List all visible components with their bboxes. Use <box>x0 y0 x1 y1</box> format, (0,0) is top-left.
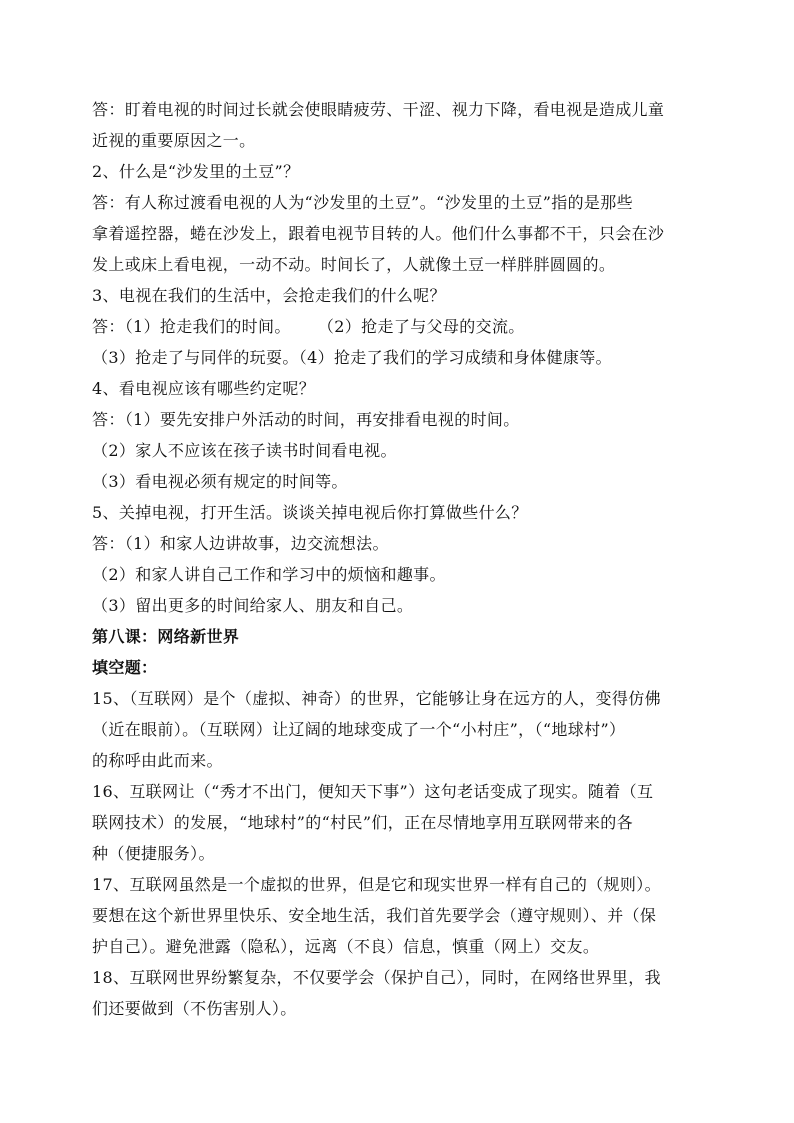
answer-line: 拿着遥控器，蜷在沙发上，跟着电视节目转的人。他们什么事都不干，只会在沙 <box>92 224 665 243</box>
answer-line: 发上或床上看电视，一动不动。时间长了，人就像土豆一样胖胖圆圆的。 <box>92 255 616 274</box>
question-4: 4、看电视应该有哪些约定呢？ <box>92 379 316 398</box>
fill-blank-16: 种（便捷服务）。 <box>92 844 215 863</box>
document-body <box>92 94 700 1024</box>
fill-blank-17: 17、互联网虽然是一个虚拟的世界，但是它和现实世界一样有自己的（规则）。 <box>92 875 661 894</box>
answer-line: 答：（1）抢走我们的时间。 （2）抢走了与父母的交流。 <box>92 317 525 336</box>
fill-blank-18: 18、互联网世界纷繁复杂，不仅要学会（保护自己），同时，在网络世界里，我 <box>92 968 661 987</box>
fill-blank-16: 联网技术）的发展，“地球村”的“村民”们，正在尽情地享用互联网带来的各 <box>92 813 633 832</box>
answer-line: （2）和家人讲自己工作和学习中的烦恼和趣事。 <box>92 565 446 584</box>
fill-blank-15: 的称呼由此而来。 <box>92 751 223 770</box>
answer-line: （2）家人不应该在孩子读书时间看电视。 <box>92 441 397 460</box>
question-2: 2、什么是“沙发里的土豆”？ <box>92 162 300 181</box>
answer-line: 答：（1）和家人边讲故事，边交流想法。 <box>92 534 389 553</box>
fill-blank-16: 16、互联网让（“秀才不出门，便知天下事”）这句老话变成了现实。随着（互 <box>92 782 654 801</box>
section-heading: 填空题： <box>92 658 158 677</box>
fill-blank-17: 护自己）。避免泄露（隐私），远离（不良）信息，慎重（网上）交友。 <box>92 937 600 956</box>
answer-line: 近视的重要原因之一。 <box>92 131 256 150</box>
answer-line: （3）抢走了与同伴的玩耍。（4）抢走了我们的学习成绩和身体健康等。 <box>92 348 612 367</box>
fill-blank-15: （近在眼前）。（互联网）让辽阔的地球变成了一个“小村庄”，（“地球村”） <box>92 720 626 739</box>
answer-line: 答：有人称过渡看电视的人为“沙发里的土豆”。“沙发里的土豆”指的是那些 <box>92 193 633 212</box>
answer-line: （3）留出更多的时间给家人、朋友和自己。 <box>92 596 414 615</box>
fill-blank-15: 15、（互联网）是个（虚拟、神奇）的世界，它能够让身在远方的人，变得仿佛 <box>92 689 661 708</box>
fill-blank-18: 们还要做到（不伤害别人）。 <box>92 999 297 1018</box>
question-5: 5、关掉电视，打开生活。谈谈关掉电视后你打算做些什么？ <box>92 503 528 522</box>
answer-line: 答：（1）要先安排户外活动的时间，再安排看电视的时间。 <box>92 410 520 429</box>
answer-line: 答：盯着电视的时间过长就会使眼睛疲劳、干涩、视力下降，看电视是造成儿童 <box>92 100 665 119</box>
lesson-heading: 第八课：网络新世界 <box>92 627 240 646</box>
question-3: 3、电视在我们的生活中，会抢走我们的什么呢？ <box>92 286 446 305</box>
answer-line: （3）看电视必须有规定的时间等。 <box>92 472 348 491</box>
fill-blank-17: 要想在这个新世界里快乐、安全地生活，我们首先要学会（遵守规则）、并（保 <box>92 906 657 925</box>
